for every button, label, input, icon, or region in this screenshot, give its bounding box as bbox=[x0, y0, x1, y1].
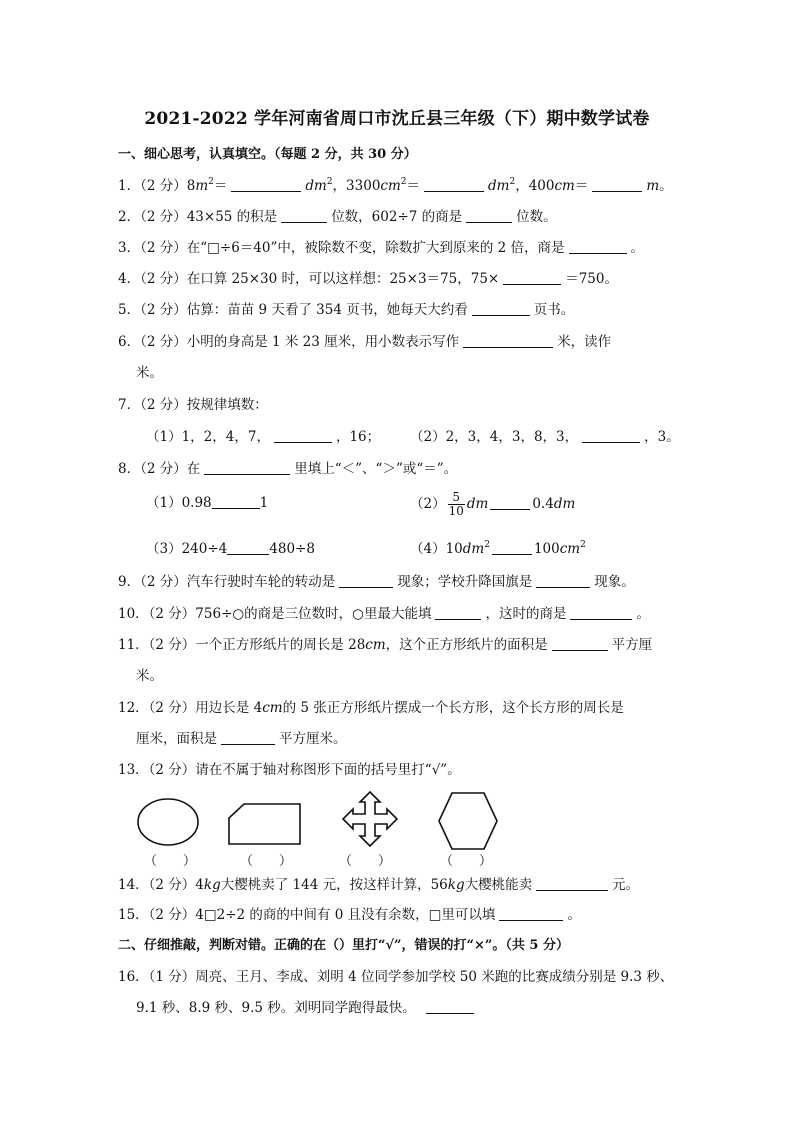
cross-arrow-shape bbox=[343, 792, 397, 846]
page-title: 2021-2022 学年河南省周口市沈丘县三年级（下）期中数学试卷 bbox=[144, 109, 650, 129]
answer-blank[interactable] bbox=[552, 636, 608, 651]
section-heading-fill-in: 一、细心思考，认真填空。（每题 2 分，共 30 分） bbox=[118, 147, 417, 162]
answer-blank[interactable] bbox=[424, 177, 484, 192]
answer-blank[interactable] bbox=[492, 540, 532, 555]
answer-blank[interactable] bbox=[231, 177, 301, 192]
question-8-part-3: （3）240÷4 480÷8 bbox=[146, 541, 315, 557]
question-10: 10．（2 分）756÷○的商是三位数时，○里最大能填 ，这时的商是 。 bbox=[118, 606, 650, 622]
answer-blank[interactable] bbox=[536, 573, 590, 588]
answer-blank[interactable] bbox=[221, 730, 275, 745]
answer-blank[interactable] bbox=[499, 906, 563, 921]
section-heading-true-false: 二、仔细推敲，判断对错。正确的在（）里打“√”，错误的打“×”。（共 5 分） bbox=[118, 938, 569, 953]
question-7-part-1: （1）1，2，4，7， ，16； bbox=[146, 429, 381, 445]
hexagon-shape bbox=[439, 793, 497, 849]
question-7: 7．（2 分）按规律填数： bbox=[118, 397, 268, 413]
answer-blank[interactable] bbox=[463, 333, 553, 348]
question-12: 12．（2 分）用边长是 4cm的 5 张正方形纸片摆成一个长方形，这个长方形的周长是 bbox=[118, 700, 624, 716]
answer-blank[interactable] bbox=[472, 301, 530, 316]
question-12-continued: 厘米，面积是 平方厘米。 bbox=[136, 731, 347, 747]
question-8-part-2: （2） $\frac{5}{10}$ dm 0.4dm bbox=[410, 490, 576, 518]
answer-blank[interactable] bbox=[227, 540, 269, 555]
answer-blank[interactable] bbox=[503, 270, 561, 285]
answer-parentheses[interactable]: （ ） bbox=[144, 854, 197, 869]
answer-blank[interactable] bbox=[204, 460, 290, 475]
answer-blank[interactable] bbox=[490, 495, 530, 510]
answer-blank[interactable] bbox=[592, 177, 642, 192]
question-5: 5．（2 分）估算：苗苗 9 天看了 354 页书，她每天大约看 页书。 bbox=[118, 302, 575, 318]
question-8-part-1: （1）0.98 1 bbox=[146, 495, 269, 511]
question-16: 16．（1 分）周亮、王月、李成、刘明 4 位同学参加学校 50 米跑的比赛成绩分别是 9.3 秒、 bbox=[118, 969, 674, 985]
question-13: 13．（2 分）请在不属于轴对称图形下面的括号里打“√”。 bbox=[118, 762, 461, 778]
answer-blank[interactable] bbox=[570, 605, 632, 620]
question-14: 14．（2 分）4kg大樱桃卖了 144 元，按这样计算，56kg大樱桃能卖 元。 bbox=[118, 877, 640, 893]
answer-blank[interactable] bbox=[274, 428, 332, 443]
answer-blank[interactable] bbox=[536, 876, 608, 891]
question-15: 15．（2 分）4□2÷2 的商的中间有 0 且没有余数，□里可以填 。 bbox=[118, 907, 581, 923]
question-9: 9．（2 分）汽车行驶时车轮的转动是 现象；学校升降国旗是 现象。 bbox=[118, 574, 635, 590]
question-6-continued: 米。 bbox=[136, 365, 163, 381]
answer-parentheses[interactable]: （ ） bbox=[440, 854, 493, 869]
question-11-continued: 米。 bbox=[136, 668, 163, 684]
answer-blank[interactable] bbox=[339, 573, 393, 588]
answer-blank[interactable] bbox=[281, 208, 327, 223]
answer-blank[interactable] bbox=[582, 428, 640, 443]
ellipse-shape bbox=[138, 799, 198, 845]
answer-parentheses[interactable]: （ ） bbox=[339, 854, 392, 869]
question-16-continued: 9.1 秒、8.9 秒、9.5 秒。刘明同学跑得最快。 bbox=[136, 999, 736, 1017]
question-4: 4．（2 分）在口算 25×30 时，可以这样想：25×3＝75，75× ＝750。 bbox=[118, 271, 618, 287]
answer-parentheses[interactable]: （ ） bbox=[240, 854, 293, 869]
pentagon-house-shape bbox=[229, 804, 300, 844]
question-3: 3．（2 分）在“□÷6＝40”中，被除数不变，除数扩大到原来的 2 倍，商是 。 bbox=[118, 240, 645, 256]
answer-blank[interactable] bbox=[569, 239, 627, 254]
answer-blank[interactable] bbox=[466, 208, 512, 223]
question-2: 2．（2 分）43×55 的积是 位数，602÷7 的商是 位数。 bbox=[118, 209, 557, 225]
answer-blank[interactable] bbox=[212, 494, 260, 509]
fraction: $\frac{5}{10}$ bbox=[448, 490, 464, 518]
question-8-part-4: $(4)10dm^2$ $100cm^2$ bbox=[410, 540, 586, 557]
answer-blank[interactable] bbox=[426, 999, 474, 1014]
question-1: 1．（2 分）$8m^2= dm^2$，$3300cm^2= dm^2$，400cm＝ m。 bbox=[118, 177, 673, 194]
question-11: 11．（2 分）一个正方形纸片的周长是 28cm，这个正方形纸片的面积是 平方厘 bbox=[118, 637, 653, 653]
question-8: 8．（2 分）在 里填上“＜”、“＞”或“＝”。 bbox=[118, 461, 458, 477]
answer-blank[interactable] bbox=[435, 605, 481, 620]
question-7-part-2: （2）2，3，4，3，8，3， ，3。 bbox=[410, 429, 680, 445]
question-6: 6．（2 分）小明的身高是 1 米 23 厘米，用小数表示写作 米，读作 bbox=[118, 334, 612, 350]
